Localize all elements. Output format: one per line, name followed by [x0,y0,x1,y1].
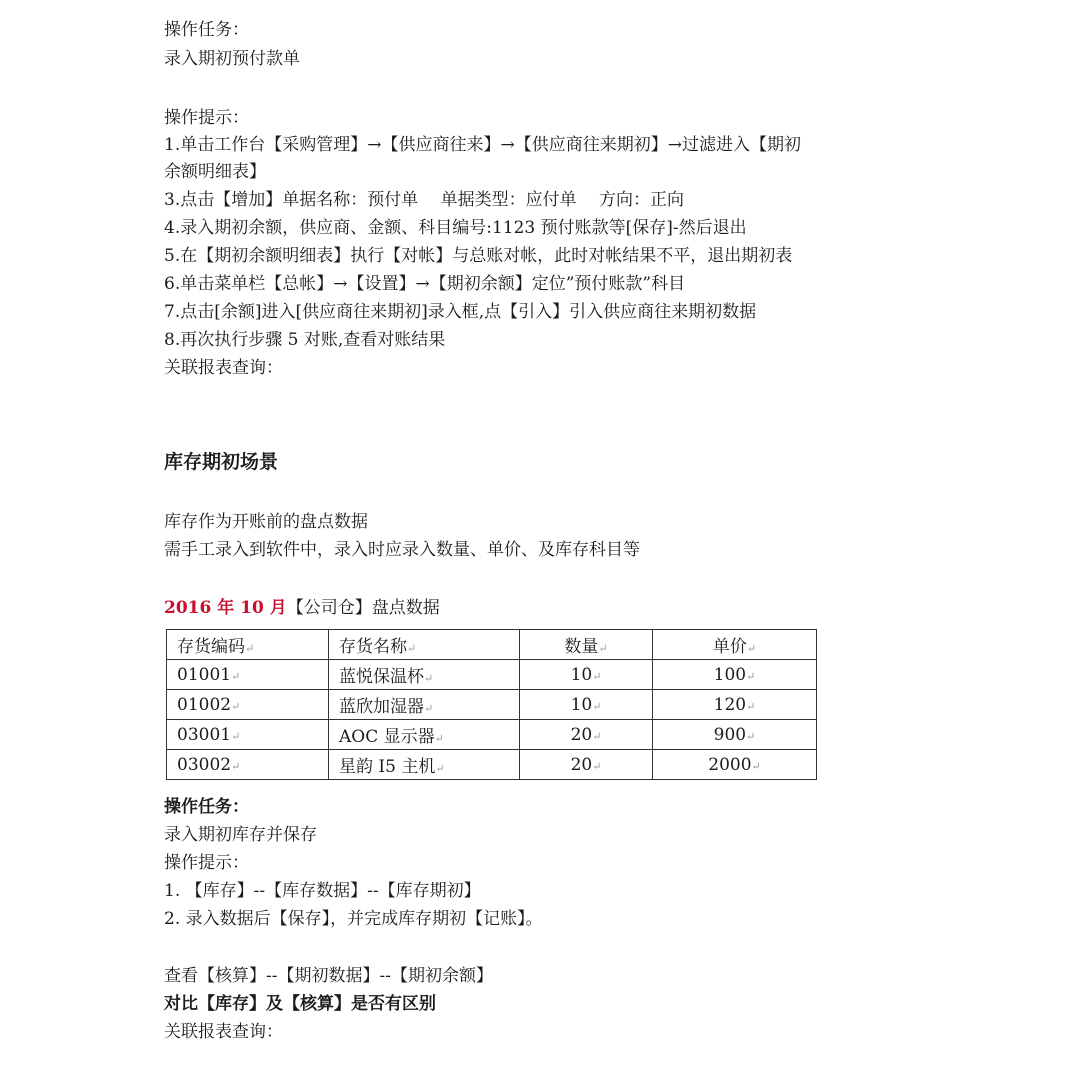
table-caption-date: 2016 年 10 月 [164,598,287,618]
table-cell: AOC 显示器↵ [329,720,520,750]
task-title-1: 操作任务： [164,20,249,40]
desc-line: 库存作为开账前的盘点数据 [164,512,368,532]
task-text-1: 录入期初预付款单 [164,49,300,69]
table-cell: 星韵 I5 主机↵ [329,750,520,780]
table-cell: 10↵ [520,690,653,720]
table-row [167,750,817,780]
desc-line: 需手工录入到软件中，录入时应录入数量、单价、及库存科目等 [164,540,640,560]
hint-line: 余额明细表】 [164,162,266,182]
section-heading: 库存期初场景 [164,451,279,473]
table-cell: 01002↵ [167,690,329,720]
header-cell: 数量↵ [520,630,653,660]
task-title-2: 操作任务： [164,797,249,817]
hint-title-2: 操作提示： [164,853,249,873]
hint-line: 1.单击工作台【采购管理】→【供应商往来】→【供应商往来期初】→过滤进入【期初 [164,135,801,155]
table-row [167,660,817,690]
check-line: 查看【核算】--【期初数据】--【期初余额】 [164,966,493,986]
table-cell: 蓝欣加湿器↵ [329,690,520,720]
table-cell: 03002↵ [167,750,329,780]
table-cell: 120↵ [653,690,817,720]
table-cell: 2000↵ [653,750,817,780]
inventory-table [166,629,817,780]
table-cell: 20↵ [520,750,653,780]
hint-line: 4.录入期初余额，供应商、金额、科目编号:1123 预付账款等[保存]-然后退出 [164,218,747,238]
table-cell: 10↵ [520,660,653,690]
table-cell: 01001↵ [167,660,329,690]
table-row [167,690,817,720]
report-query-1: 关联报表查询： [164,358,283,378]
table-caption-text: 【公司仓】盘点数据 [286,598,440,618]
table-cell: 蓝悦保温杯↵ [329,660,520,690]
hint-line: 8.再次执行步骤 5 对账,查看对账结果 [164,330,446,350]
table-header-row [167,630,817,660]
header-cell: 存货编码↵ [167,630,329,660]
table-row [167,720,817,750]
hint-line: 7.点击[余额]进入[供应商往来期初]录入框,点【引入】引入供应商往来期初数据 [164,302,757,322]
table-caption [164,596,440,620]
table-cell: 100↵ [653,660,817,690]
hint-line: 1. 【库存】--【库存数据】--【库存期初】 [164,881,481,901]
task-text-2: 录入期初库存并保存 [164,825,317,845]
hint-title-1: 操作提示： [164,108,249,128]
table-cell: 20↵ [520,720,653,750]
report-query-2: 关联报表查询： [164,1022,283,1042]
hint-line: 2. 录入数据后【保存】，并完成库存期初【记账】。 [164,909,543,929]
table-cell: 03001↵ [167,720,329,750]
table-cell: 900↵ [653,720,817,750]
header-cell: 单价↵ [653,630,817,660]
header-cell: 存货名称↵ [329,630,520,660]
hint-line: 5.在【期初余额明细表】执行【对帐】与总账对帐，此时对帐结果不平，退出期初表 [164,246,793,266]
compare-line: 对比【库存】及【核算】是否有区别 [164,994,436,1014]
hint-line: 3.点击【增加】单据名称：预付单 单据类型：应付单 方向：正向 [164,190,685,210]
hint-line: 6.单击菜单栏【总帐】→【设置】→【期初余额】定位”预付账款”科目 [164,274,686,294]
